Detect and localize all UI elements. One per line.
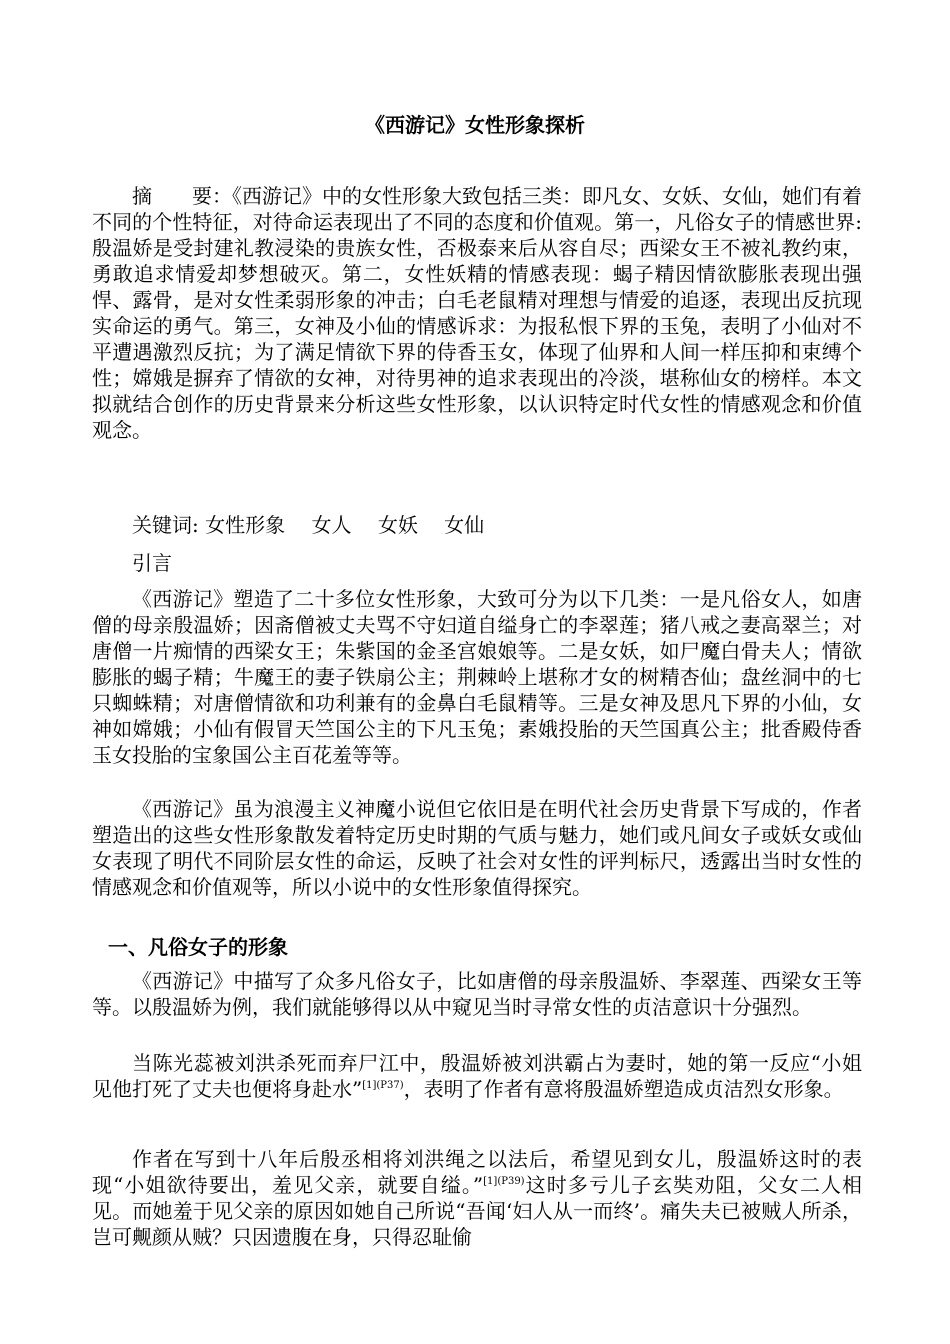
paragraph-5-text-a: 作者在写到十八年后殷丞相将刘洪绳之以法后，希望见到女儿，殷温娇这时的表现“小姐欲待要出，羞见父亲，就要自缢。” — [92, 1147, 862, 1197]
citation-ref: [1](P39) — [483, 1176, 525, 1187]
abstract-label: 摘 要： — [132, 184, 232, 208]
keywords-items: 女性形象 女人 女妖 女仙 — [205, 513, 485, 537]
keywords-line — [132, 512, 484, 538]
abstract-text: 《西游记》中的女性形象大致包括三类：即凡女、女妖、女仙，她们有着不同的个性特征，对待命运表现出了不同的态度和价值观。第一，凡俗女子的情感世界:殷温娇是受封建礼教浸染的贵族女性，否极泰来后从容自尽；西梁女王不被礼教约束，勇敢追求情爱却梦想破灭。第二，女性妖精的情感表现：蝎子精因情欲膨胀表现出强悍、露骨，是对女性柔弱形象的冲击；白毛老鼠精对理想与情爱的追逐，表现出反抗现实命运的勇气。第三，女神及小仙的情感诉求：为报私恨下界的玉兔，表明了小仙对不平遭遇激烈反抗；为了满足情欲下界的侍香玉女，体现了仙界和人间一样压抑和束缚个性；嫦娥是摒弃了情欲的女神，对待男神的追求表现出的冷淡，堪称仙女的榜样。本文拟就结合创作的历史背景来分析这些女性形象，以认识特定时代女性的情感观念和价值观念。 — [92, 184, 862, 442]
intro-heading: 引言 — [132, 551, 172, 575]
keywords-label: 关键词: — [132, 513, 199, 537]
paragraph-2: 《西游记》虽为浪漫主义神魔小说但它依旧是在明代社会历史背景下写成的，作者塑造出的这些女性形象散发着特定历史时期的气质与魅力，她们或凡间女子或妖女或仙女表现了明代不同阶层女性的命运，反映了社会对女性的评判标尺，透露出当时女性的情感观念和价值观等，所以小说中的女性形象值得探究。 — [92, 797, 862, 899]
paragraph-5 — [92, 1146, 862, 1250]
paragraph-1: 《西游记》塑造了二十多位女性形象，大致可分为以下几类：一是凡俗女人，如唐僧的母亲殷温娇；因斋僧被丈夫骂不守妇道自缢身亡的李翠莲；猪八戒之妻高翠兰；对唐僧一片痴情的西梁女王；朱紫国的金圣宫娘娘等。二是女妖，如尸魔白骨夫人；情欲膨胀的蝎子精；牛魔王的妻子铁扇公主；荆棘岭上堪称才女的树精杏仙；盘丝洞中的七只蜘蛛精；对唐僧情欲和功利兼有的金鼻白毛鼠精等。三是女神及思凡下界的小仙，女神如嫦娥；小仙有假冒天竺国公主的下凡玉兔；素娥投胎的天竺国真公主；批香殿侍香玉女投胎的宝象国公主百花羞等等。 — [92, 587, 862, 767]
citation-ref: [1](P37) — [362, 1080, 404, 1091]
paragraph-4-text-a: 当陈光蕊被刘洪杀死而弃尸江中，殷温娇被刘洪霸占为妻时，她的第一反应“小姐见他打死了丈夫也便将身赴水” — [92, 1051, 862, 1101]
paragraph-4-text-b: ，表明了作者有意将殷温娇塑造成贞洁烈女形象。 — [403, 1077, 844, 1101]
abstract-paragraph — [92, 183, 862, 443]
paragraph-3: 《西游记》中描写了众多凡俗女子，比如唐僧的母亲殷温娇、李翠莲、西梁女王等等。以殷温娇为例，我们就能够得以从中窥见当时寻常女性的贞洁意识十分强烈。 — [92, 969, 862, 1019]
paragraph-5-text-b: 这时多亏儿子玄奘劝阻，父女二人相见。而她羞于见父亲的原因如她自己所说“吾闻‘妇人从一而终’。痛失夫已被贼人所杀，岂可觍颜从贼？只因遗腹在身，只得忍耻偷 — [92, 1173, 863, 1249]
section-1-heading: 一、凡俗女子的形象 — [108, 935, 288, 959]
paragraph-4 — [92, 1050, 862, 1102]
document-title: 《西游记》女性形象探析 — [365, 113, 585, 137]
